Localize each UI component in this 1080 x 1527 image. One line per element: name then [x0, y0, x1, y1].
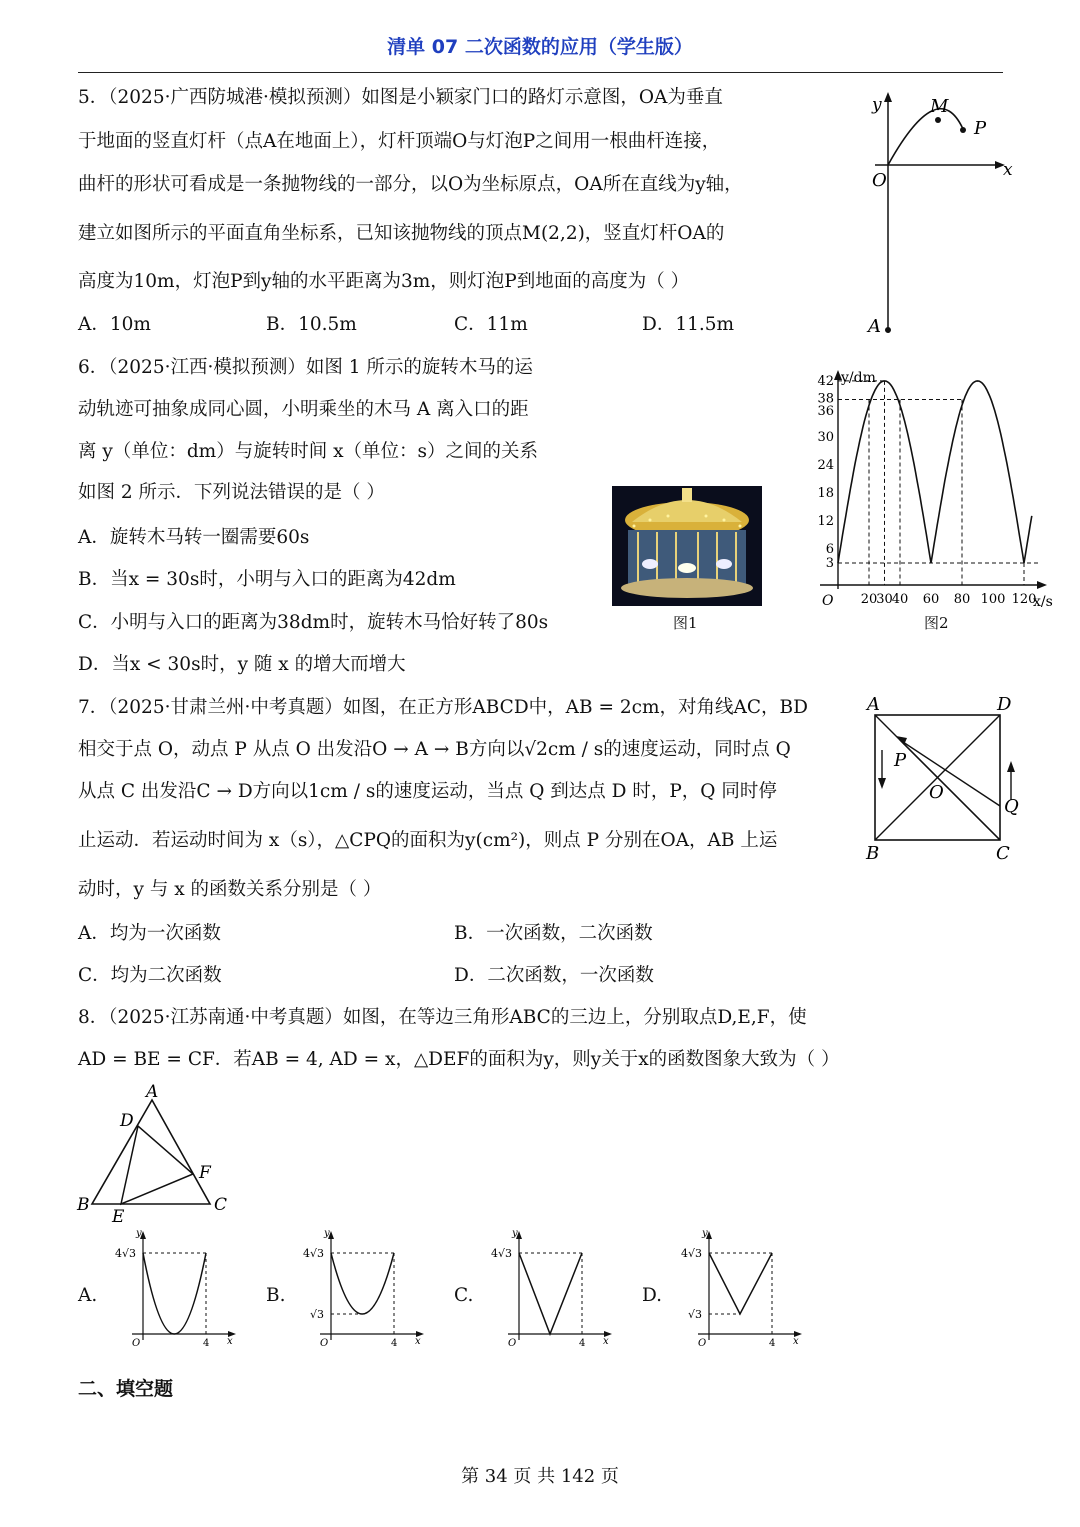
- q5-line-5: 高度为10m，灯泡P到y轴的水平距离为3m，则灯泡P到地面的高度为（ ）: [78, 271, 690, 292]
- q5-fig-p-label: P: [974, 118, 987, 139]
- q6-line-3: 离 y（单位：dm）与旋转时间 x（单位：s）之间的关系: [78, 441, 539, 462]
- q7-fig-d-label: D: [997, 694, 1012, 715]
- q8-option-d-label: D.: [642, 1285, 663, 1306]
- q8b-x-label: x: [415, 1336, 421, 1347]
- q7-fig-a-label: A: [867, 694, 880, 715]
- q8-fig-a-label: A: [146, 1082, 159, 1102]
- q7-fig-p-label: P: [894, 750, 907, 771]
- section-fill-in-title: 二、填空题: [78, 1378, 174, 1400]
- q8a-y-label: y: [136, 1228, 142, 1239]
- q6-option-c: C．小明与入口的距离为38dm时，旋转木马恰好转了80s: [78, 612, 549, 633]
- q6-distance-time-chart: [800, 364, 1070, 614]
- q7-line-2: 相交于点 O，动点 P 从点 O 出发沿O → A → B方向以√2cm / s的速度运动，同时点 Q: [78, 739, 791, 760]
- q8-option-a-graph: [110, 1228, 245, 1353]
- chart-y-tick-label: 30: [817, 429, 834, 445]
- chart-x-axis-arrow: [1037, 581, 1047, 589]
- chart-y-label: y/dm: [841, 370, 876, 386]
- q6-carousel-image: [612, 486, 762, 606]
- chart-x-tick-label: 80: [953, 592, 971, 607]
- chart-y-tick-label: 18: [817, 485, 834, 501]
- q8-fig-d-label: D: [120, 1111, 134, 1131]
- q8c-y-label: y: [512, 1228, 518, 1239]
- q5-line-3: 曲杆的形状可看成是一条抛物线的一部分，以O为坐标原点，OA所在直线为y轴，: [78, 174, 743, 195]
- q5-fig-m-label: M: [930, 96, 949, 117]
- q8c-x-label: x: [603, 1336, 609, 1347]
- q8-option-b-graph: [298, 1228, 433, 1353]
- q7-line-1: 7．（2025·甘肃兰州·中考真题）如图，在正方形ABCD中，AB = 2cm，对角线AC，BD: [78, 697, 808, 718]
- q8b-y-label: y: [324, 1228, 330, 1239]
- chart-y-tick-label: 12: [817, 513, 834, 529]
- q8-fig-b-label: B: [77, 1195, 90, 1215]
- q5-fig-y-label: y: [872, 95, 882, 115]
- q8d-low-label: √3: [688, 1308, 703, 1321]
- chart-x-tick-label: 30: [876, 592, 893, 607]
- chart-origin-label: O: [822, 593, 834, 609]
- q7-option-b: B．一次函数，二次函数: [454, 923, 653, 944]
- q8b-top-label: 4√3: [303, 1247, 325, 1260]
- q8d-origin-label: O: [698, 1338, 707, 1349]
- chart-x-tick-label: 20: [860, 592, 878, 607]
- q8-fig-f-label: F: [199, 1163, 211, 1183]
- q8c-origin-label: O: [508, 1338, 517, 1349]
- q8b-low-label: √3: [310, 1308, 325, 1321]
- q8-option-d-graph: [676, 1228, 811, 1353]
- q5-line-2: 于地面的竖直灯杆（点A在地面上），灯杆顶端O与灯泡P之间用一根曲杆连接，: [78, 131, 721, 152]
- q8d-four-label: 4: [769, 1338, 776, 1349]
- q5-fig-x-label: x: [1003, 160, 1013, 180]
- q5-line-4: 建立如图所示的平面直角坐标系，已知该抛物线的顶点M(2,2)，竖直灯杆OA的: [78, 223, 725, 244]
- q6-line-4: 如图 2 所示．下列说法错误的是（ ）: [78, 482, 385, 503]
- q8c-four-label: 4: [579, 1338, 586, 1349]
- chart-y-tick-label: 36: [817, 403, 834, 419]
- q7-line-4: 止运动．若运动时间为 x（s），△CPQ的面积为y(cm²)，则点 P 分别在OA，AB 上运: [78, 830, 778, 851]
- q7-option-a: A．均为一次函数: [78, 923, 221, 944]
- q5-option-b: B．10.5m: [266, 314, 357, 335]
- q6-option-a: A．旋转木马转一圈需要60s: [78, 527, 310, 548]
- q8a-top-label: 4√3: [115, 1247, 137, 1260]
- page-footer: 第 34 页 共 142 页: [461, 1466, 619, 1487]
- chart-x-tick-label: 100: [980, 592, 1006, 607]
- q8a-four-label: 4: [203, 1338, 210, 1349]
- q5-line-1: 5．（2025·广西防城港·模拟预测）如图是小颖家门口的路灯示意图，OA为垂直: [78, 87, 723, 108]
- q8-option-c-label: C.: [454, 1285, 474, 1306]
- q8-line-2: AD = BE = CF．若AB = 4, AD = x，△DEF的面积为y，则y关于x的函数图象大致为（ ）: [78, 1049, 840, 1070]
- q8b-origin-label: O: [320, 1338, 329, 1349]
- q5-option-a: A．10m: [78, 314, 151, 335]
- q8-option-c-graph: [486, 1228, 621, 1353]
- q5-fig-a-label: A: [868, 316, 881, 337]
- q8a-x-label: x: [227, 1336, 233, 1347]
- q6-fig1-caption: 图1: [673, 614, 698, 632]
- q6-option-b: B．当x = 30s时，小明与入口的距离为42dm: [78, 569, 456, 590]
- q8d-x-label: x: [793, 1336, 799, 1347]
- chart-x-tick-label: 60: [922, 592, 940, 607]
- chart-x-label: x/s: [1033, 594, 1053, 610]
- q7-fig-o-label: O: [929, 782, 944, 803]
- q7-fig-c-label: C: [996, 843, 1010, 864]
- q8-option-b-label: B.: [266, 1285, 286, 1306]
- q8-option-a-label: A.: [78, 1285, 98, 1306]
- chart-x-tick-label: 120: [1011, 592, 1037, 607]
- chart-y-tick-label: 42: [817, 373, 834, 389]
- page-header-title: 清单 07 二次函数的应用（学生版）: [387, 36, 693, 58]
- q6-option-d: D．当x < 30s时，y 随 x 的增大而增大: [78, 654, 406, 675]
- q8-fig-e-label: E: [112, 1207, 125, 1227]
- q7-line-5: 动时，y 与 x 的函数关系分别是（ ）: [78, 879, 382, 900]
- q6-line-1: 6．（2025·江西·模拟预测）如图 1 所示的旋转木马的运: [78, 357, 533, 378]
- q7-option-c: C．均为二次函数: [78, 965, 222, 986]
- q7-line-3: 从点 C 出发沿C → D方向以1cm / s的速度运动，当点 Q 到达点 D 时，P，Q 同时停: [78, 781, 777, 802]
- q8-triangle-figure: [74, 1078, 244, 1228]
- chart-x-tick-label: 40: [891, 592, 909, 607]
- q7-fig-q-label: Q: [1004, 796, 1019, 817]
- q6-line-2: 动轨迹可抽象成同心圆，小明乘坐的木马 A 离入口的距: [78, 399, 529, 420]
- q8c-top-label: 4√3: [491, 1247, 513, 1260]
- q8a-origin-label: O: [132, 1338, 141, 1349]
- q7-square-figure: [860, 690, 1030, 865]
- q5-fig-o-label: O: [872, 170, 887, 191]
- q5-streetlight-figure: [860, 88, 1030, 338]
- q7-option-d: D．二次函数，一次函数: [454, 965, 654, 986]
- chart-y-tick-label: 24: [817, 457, 834, 473]
- q8b-four-label: 4: [391, 1338, 398, 1349]
- q8d-top-label: 4√3: [681, 1247, 703, 1260]
- q7-fig-b-label: B: [866, 843, 880, 864]
- header-rule: [78, 72, 1003, 73]
- chart-y-tick-label: 3: [825, 555, 834, 571]
- chart-y-tick-label: 6: [825, 541, 834, 557]
- chart-series-line: [838, 381, 1032, 563]
- q5-option-d: D．11.5m: [642, 314, 735, 335]
- q6-fig2-caption: 图2: [924, 614, 949, 632]
- chart-y-tick-label: 38: [817, 391, 834, 407]
- q8-fig-c-label: C: [214, 1195, 228, 1215]
- q8-line-1: 8．（2025·江苏南通·中考真题）如图，在等边三角形ABC的三边上，分别取点D,E,F，使: [78, 1007, 807, 1028]
- q8d-y-label: y: [702, 1228, 708, 1239]
- q5-option-c: C．11m: [454, 314, 528, 335]
